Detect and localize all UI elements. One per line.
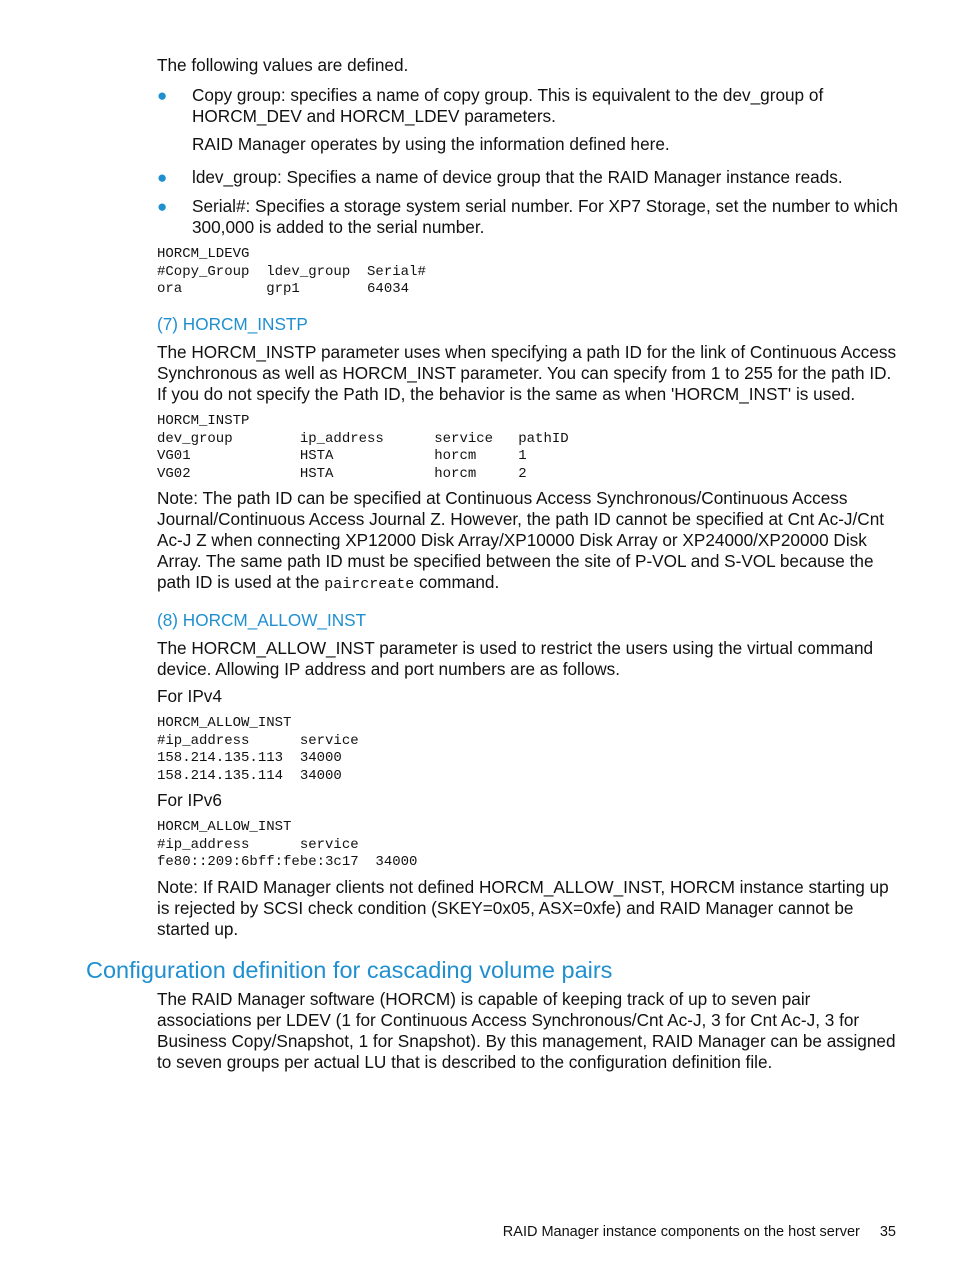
bullet-icon: ● [157, 168, 168, 187]
section-paragraph: The RAID Manager software (HORCM) is capable of keeping track of up to seven pair associations per LDEV (1 for Continuous Access Synchronous/Cnt Ac-J, 3 for Cnt Ac-J, 3 for Business Copy/Snapshot, 1 for Snapshot). By this management, RAID Manager can be assigned to seven groups per actual LU that is described to the configuration definition file. [157, 989, 896, 1072]
ipv4-label: For IPv4 [157, 686, 222, 706]
inline-code: paircreate [324, 576, 415, 593]
bullet-serial [157, 196, 899, 238]
intro-text: The following values are defined. [157, 55, 409, 75]
footer-title: RAID Manager instance components on the host server [502, 1224, 860, 1240]
allow-note: Note: If RAID Manager clients not defined HORCM_ALLOW_INST, HORCM instance starting up is rejected by SCSI check condition (SKEY=0x05, ASX=0xfe) and RAID Manager cannot be started up. [157, 877, 889, 939]
bullet-icon: ● [157, 197, 168, 216]
bullet-copy-group [157, 85, 899, 155]
note-text: Note: The path ID can be specified at Continuous Access Synchronous/Continuous Access Journal/Continuous Access Journal Z. However, the path ID cannot be specified at Cnt Ac-J/Cnt Ac-J Z when connecting XP12000 Disk Array/XP10000 Disk Array or XP24000/XP20000 Disk Array. The same path ID must be specified between the site of P-VOL and S-VOL because the path ID is used at the [157, 488, 885, 592]
bullet-subtext: RAID Manager operates by using the information defined here. [192, 134, 670, 154]
note-text-end: command. [414, 572, 500, 592]
page-footer [503, 1222, 896, 1242]
bullet-icon: ● [157, 86, 168, 105]
bullet-text: Copy group: specifies a name of copy group. This is equivalent to the dev_group of HORCM_DEV and HORCM_LDEV parameters. [192, 85, 824, 126]
code-ipv4: HORCM_ALLOW_INST #ip_address service 158.214.135.113 34000 158.214.135.114 34000 [157, 715, 359, 785]
bullet-ldev-group [157, 167, 899, 188]
page-number: 35 [879, 1224, 896, 1240]
section-heading: Configuration definition for cascading volume pairs [86, 957, 613, 983]
allow-paragraph: The HORCM_ALLOW_INST parameter is used to restrict the users using the virtual command device. Allowing IP address and port numbers are as follows. [157, 638, 874, 679]
heading-horcm-instp: (7) HORCM_INSTP [157, 314, 308, 334]
code-horcm-instp: HORCM_INSTP dev_group ip_address service pathID VG01 HSTA horcm 1 VG02 HSTA horcm 2 [157, 413, 569, 483]
bullet-text: ldev_group: Specifies a name of device group that the RAID Manager instance reads. [192, 167, 843, 187]
bullet-text: Serial#: Specifies a storage system serial number. For XP7 Storage, set the number to which 300,000 is added to the serial number. [192, 196, 898, 237]
instp-note [157, 488, 899, 595]
ipv6-label: For IPv6 [157, 790, 222, 810]
instp-paragraph: The HORCM_INSTP parameter uses when specifying a path ID for the link of Continuous Access Synchronous as well as HORCM_INST parameter. You can specify from 1 to 255 for the path ID. If you do not specify the Path ID, the behavior is the same as when 'HORCM_INST' is used. [157, 342, 897, 404]
code-ipv6: HORCM_ALLOW_INST #ip_address service fe80::209:6bff:febe:3c17 34000 [157, 819, 418, 871]
code-horcm-ldevg: HORCM_LDEVG #Copy_Group ldev_group Serial# ora grp1 64034 [157, 246, 426, 298]
heading-horcm-allow-inst: (8) HORCM_ALLOW_INST [157, 610, 367, 630]
